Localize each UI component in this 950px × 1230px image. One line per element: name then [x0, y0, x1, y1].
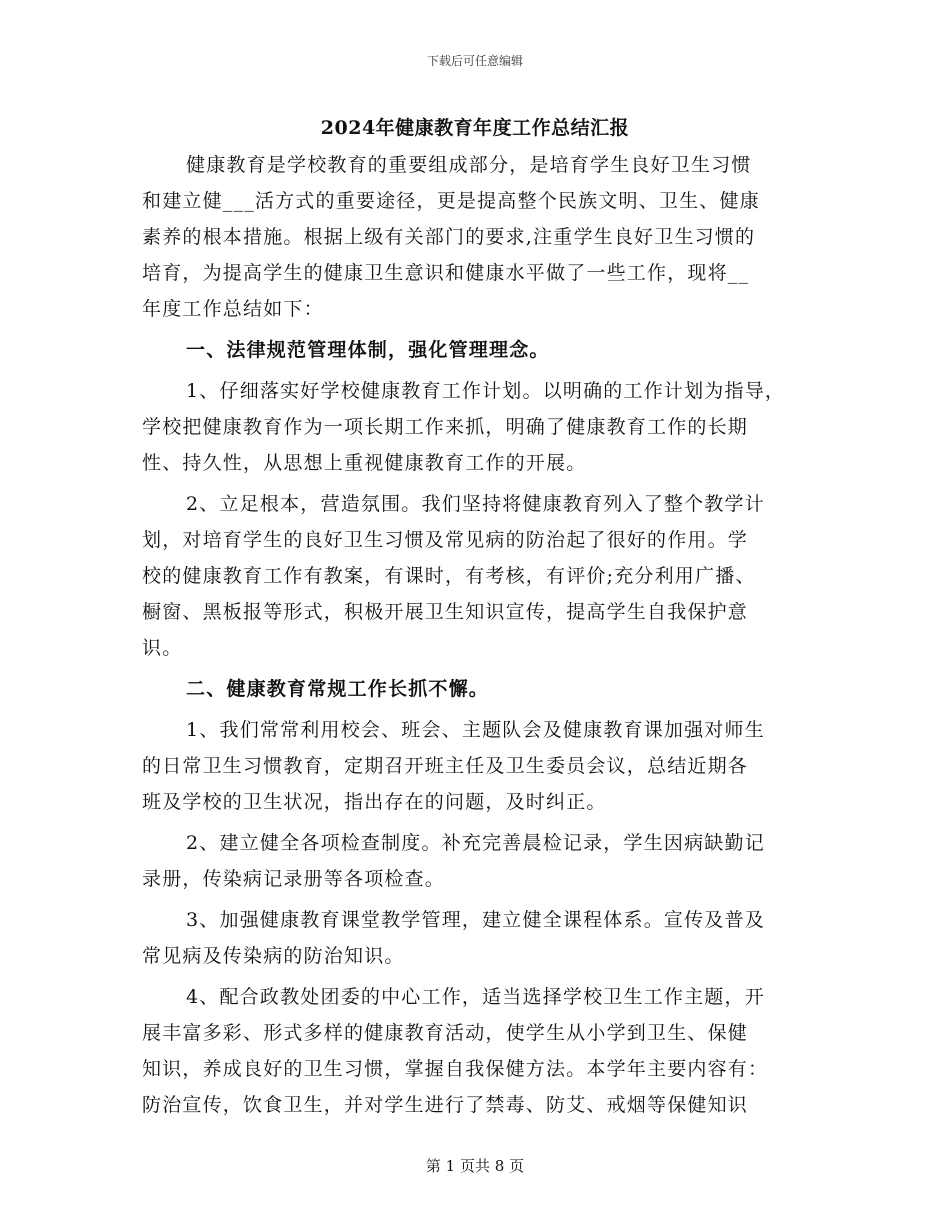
section-heading-1: [142, 332, 802, 368]
text-line: 防治宣传，饮食卫生，并对学生进行了禁毒、防艾、戒烟等保健知识: [142, 1094, 749, 1116]
paragraph-1-1: [142, 373, 802, 481]
text-line: 常见病及传染病的防治知识。: [142, 945, 405, 967]
text-line: 2、建立健全各项检查制度。补充完善晨检记录，学生因病缺勤记: [186, 832, 765, 854]
text-line: 性、持久性，从思想上重视健康教育工作的开展。: [142, 452, 587, 474]
text-line: 2、立足根本，营造氛围。我们坚持将健康教育列入了整个教学计: [186, 493, 765, 515]
text-line: 培育，为提高学生的健康卫生意识和健康水平做了一些工作，现将__: [142, 262, 750, 284]
text-line: 健康教育是学校教育的重要组成部分，是培育学生良好卫生习惯: [186, 154, 752, 176]
document-body: [142, 147, 802, 1123]
text-line: 划，对培育学生的良好卫生习惯及常见病的防治起了很好的作用。学: [142, 529, 749, 551]
text-line: 和建立健___活方式的重要途径，更是提高整个民族文明、卫生、健康: [142, 190, 760, 212]
section-heading: 二、健康教育常规工作长抓不懈。: [186, 678, 490, 700]
paragraph-2-2: [142, 825, 802, 897]
text-line: 班及学校的卫生状况，指出存在的问题，及时纠正。: [142, 791, 607, 813]
text-line: 素养的根本措施。根据上级有关部门的要求,注重学生良好卫生习惯的: [142, 226, 756, 248]
text-line: 学校把健康教育作为一项长期工作来抓，明确了健康教育工作的长期: [142, 416, 749, 438]
section-heading: 一、法律规范管理体制，强化管理理念。: [186, 339, 550, 361]
document-title: 2024年健康教育年度工作总结汇报: [320, 117, 630, 139]
text-line: 展丰富多彩、形式多样的健康教育活动，使学生从小学到卫生、保健: [142, 1022, 749, 1044]
paragraph-2-1: [142, 712, 802, 820]
text-line: 1、仔细落实好学校健康教育工作计划。以明确的工作计划为指导，: [186, 380, 786, 402]
paragraph-2-4: [142, 979, 802, 1123]
text-line: 1、我们常常利用校会、班会、主题队会及健康教育课加强对师生: [186, 719, 765, 741]
text-line: 年度工作总结如下：: [142, 298, 324, 320]
paragraph-2-3: [142, 902, 802, 974]
paragraph-intro: [142, 147, 802, 327]
text-line: 3、加强健康教育课堂教学管理，建立健全课程体系。宣传及普及: [186, 909, 765, 931]
text-line: 的日常卫生习惯教育，定期召开班主任及卫生委员会议，总结近期各: [142, 755, 749, 777]
text-line: 知识，养成良好的卫生习惯，掌握自我保健方法。本学年主要内容有：: [142, 1058, 769, 1080]
section-heading-2: [142, 671, 802, 707]
paragraph-1-2: [142, 486, 802, 666]
text-line: 橱窗、黑板报等形式，积极开展卫生知识宣传，提高学生自我保护意: [142, 601, 749, 623]
text-line: 4、配合政教处团委的中心工作，适当选择学校卫生工作主题，开: [186, 986, 765, 1008]
text-line: 校的健康教育工作有教案，有课时，有考核，有评价;充分利用广播、: [142, 565, 756, 587]
text-line: 识。: [142, 637, 183, 659]
page-header: 下载后可任意编辑: [426, 54, 523, 68]
page-footer: 第 1 页共 8 页: [425, 1157, 525, 1175]
text-line: 录册，传染病记录册等各项检查。: [142, 868, 446, 890]
